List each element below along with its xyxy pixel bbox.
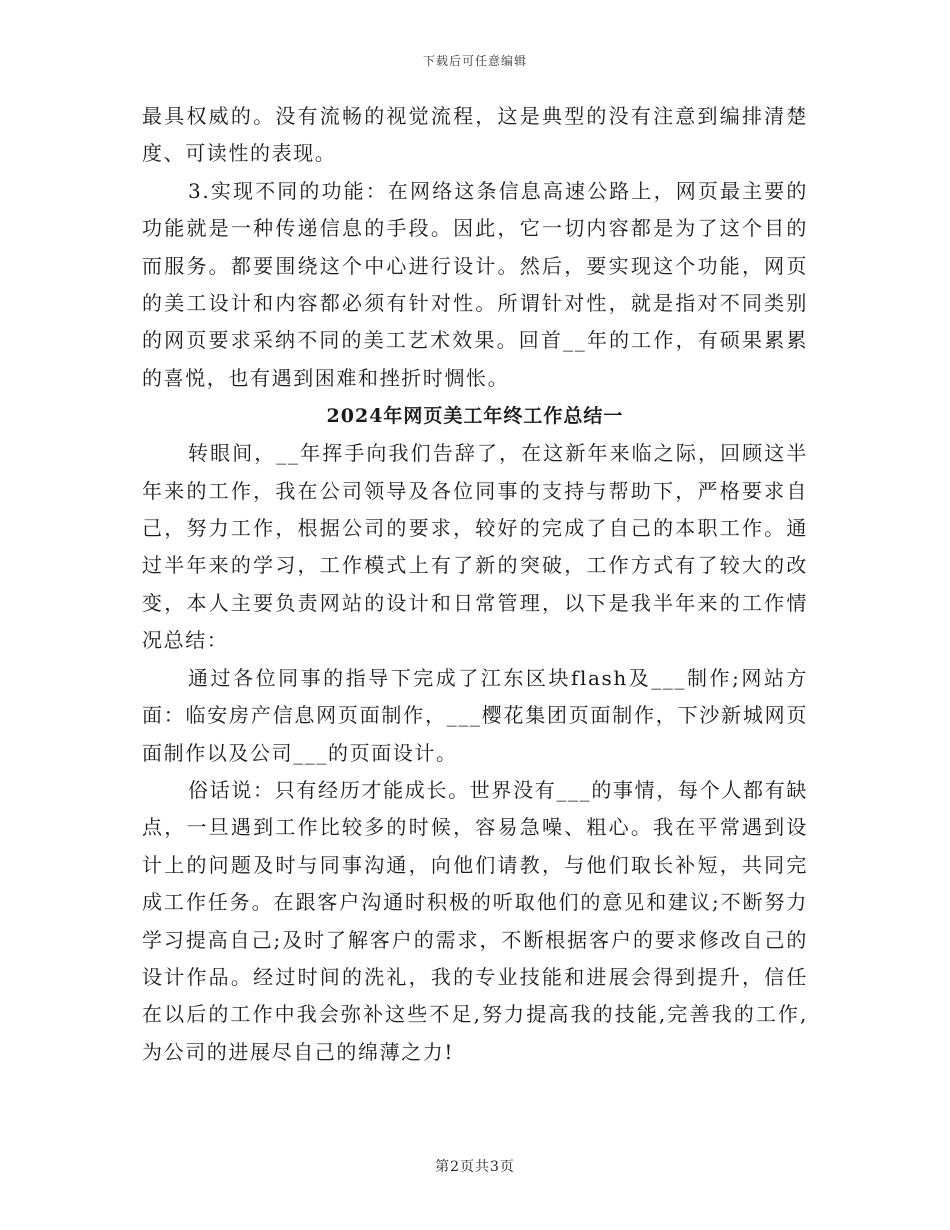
paragraph-continued: 最具权威的。没有流畅的视觉流程，这是典型的没有注意到编排清楚度、可读性的表现。: [142, 104, 808, 166]
page-number: 第2页共3页: [435, 1159, 515, 1175]
page-header: 下载后可任意编辑: [422, 54, 527, 68]
section-title: 2024年网页美工年终工作总结一: [326, 405, 624, 428]
paragraph-3: 3.实现不同的功能：在网络这条信息高速公路上，网页最主要的功能就是一种传递信息的手段。因此，它一切内容都是为了这个目的而服务。都要围绕这个中心进行设计。然后，要实现这个功能，网页的美工设计和内容都必须有针对性。所谓针对性，就是指对不同类别的网页要求采纳不同的美工艺术效果。回首__年的工作，有硕果累累的喜悦，也有遇到困难和挫折时惆怅。: [142, 178, 808, 390]
paragraph-work: 通过各位同事的指导下完成了江东区块flash及___制作;网站方面：临安房产信息网页面制作，___樱花集团页面制作，下沙新城网页面制作以及公司___的页面设计。: [142, 665, 808, 765]
paragraph-intro: 转眼间，__年挥手向我们告辞了，在这新年来临之际，回顾这半年来的工作，我在公司领导及各位同事的支持与帮助下，严格要求自己，努力工作，根据公司的要求，较好的完成了自己的本职工作。通过半年来的学习，工作模式上有了新的突破，工作方式有了较大的改变，本人主要负责网站的设计和日常管理，以下是我半年来的工作情况总结：: [142, 441, 808, 653]
paragraph-reflection: 俗话说：只有经历才能成长。世界没有___的事情，每个人都有缺点，一旦遇到工作比较多的时候，容易急噪、粗心。我在平常遇到设计上的问题及时与同事沟通，向他们请教，与他们取长补短，共同完成工作任务。在跟客户沟通时积极的听取他们的意见和建议;不断努力学习提高自己;及时了解客户的需求，不断根据客户的要求修改自己的设计作品。经过时间的洗礼，我的专业技能和进展会得到提升，信任在以后的工作中我会弥补这些不足,努力提高我的技能,完善我的工作,为公司的进展尽自己的绵薄之力!: [142, 777, 808, 1064]
document-body: [142, 98, 808, 1071]
